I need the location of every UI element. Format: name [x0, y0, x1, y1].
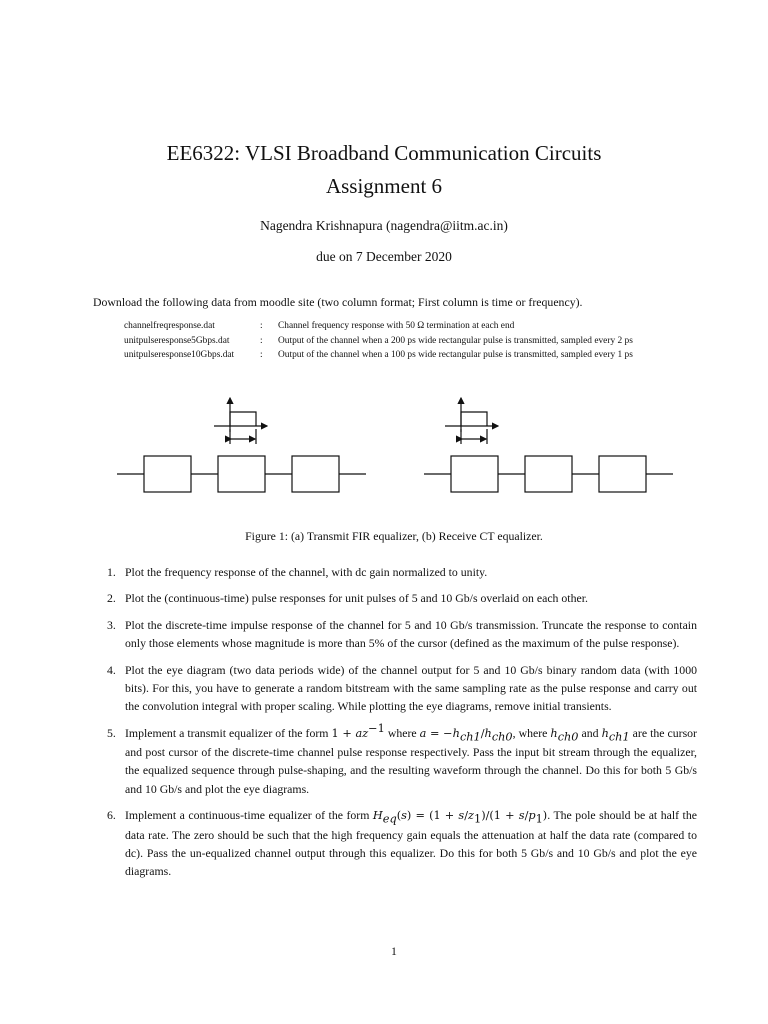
coefficient-formula: $a = -h_{ch1}/h_{ch0}$	[419, 726, 513, 744]
equalizer-formula: $1 + az^{-1}$	[331, 721, 385, 740]
question-number: 4.	[107, 662, 116, 677]
file-separator: :	[260, 335, 263, 346]
question-item	[101, 806, 697, 880]
block-chain-b	[424, 456, 673, 492]
post-cursor-symbol: $h_{ch1}$	[601, 726, 630, 744]
question-text: Implement a continuous-time equalizer of the form	[125, 808, 370, 823]
author-line: Nagendra Krishnapura (nagendra@iitm.ac.in)	[260, 218, 508, 233]
file-row	[124, 348, 633, 363]
file-list	[124, 319, 633, 363]
question-text: Plot the (continuous-time) pulse responses for unit pulses of 5 and 10 Gb/s overlaid on each other.	[125, 591, 588, 606]
question-item	[101, 616, 697, 653]
question-list	[101, 563, 697, 889]
question-text: Plot the eye diagram (two data periods wide) of the channel output for 5 and 10 Gb/s binary random data (with 1000 bits). For this, you have to generate a random bitstream with the same sampling rate as the pulse response and carry out the convolution integral with proper scaling. While plotting the eye diagrams, remove initial transients.	[125, 662, 697, 714]
question-text: Plot the discrete-time impulse response of the channel for 5 and 10 Gb/s transmission. Truncate the response to contain only those elements whose magnitude is more than 5% of the cursor (defined as the maximum of the pulse response).	[125, 617, 697, 651]
question-item	[101, 661, 697, 716]
file-row	[124, 334, 633, 349]
question-text: . The pole should be at half the data rate. The zero should be such that the high frequency gain equals the attenuation at half the data rate (compared to dc). Pass the un-equalized channel output through this equalizer. Do this for both 5 Gb/s and 10 Gb/s and plot the eye diagrams.	[125, 808, 697, 879]
question-number: 6.	[107, 808, 116, 823]
due-date: due on 7 December 2020	[316, 249, 452, 264]
file-name: channelfreqresponse.dat	[124, 321, 215, 331]
question-text: , where	[512, 725, 548, 740]
block-chain-a	[117, 456, 366, 492]
question-number: 2.	[107, 591, 116, 606]
file-separator: :	[260, 321, 263, 331]
file-separator: :	[260, 350, 263, 360]
question-number: 1.	[107, 565, 116, 579]
file-description: Output of the channel when a 200 ps wide rectangular pulse is transmitted, sampled every 2 ps	[278, 335, 633, 346]
ct-equalizer-formula: $H_{eq}(s) = (1 + s/z_1)/(1 + s/p_1)$	[372, 809, 548, 826]
cursor-symbol: $h_{ch0}$	[550, 726, 579, 744]
figure-caption: Figure 1: (a) Transmit FIR equalizer, (b) Receive CT equalizer.	[245, 529, 543, 543]
pulse-sketch-a	[214, 398, 267, 444]
page-number: 1	[391, 944, 397, 958]
download-instructions: Download the following data from moodle site (two column format; First column is time or frequency).	[93, 295, 583, 309]
question-item	[101, 589, 697, 607]
pulse-sketch-b	[445, 398, 498, 444]
question-item	[101, 721, 697, 798]
file-description: Output of the channel when a 100 ps wide rectangular pulse is transmitted, sampled every 1 ps	[278, 350, 633, 360]
file-name: unitpulseresponse10Gbps.dat	[124, 350, 235, 360]
question-text: and	[581, 725, 599, 740]
file-description: Channel frequency response with 50 Ω termination at each end	[278, 321, 515, 331]
question-text: are the cursor and post cursor of the discrete-time channel pulse response respectively. Pass the input bit stream through the equalizer, the equalized sequence through pulse-shaping, and the resulting waveform through the channel. Do this for both 5 Gb/s and 10 Gb/s and plot the eye diagrams.	[125, 725, 697, 796]
equalizer-figure	[0, 388, 768, 508]
question-item	[101, 563, 697, 581]
question-text: Implement a transmit equalizer of the form	[125, 725, 329, 740]
assignment-number: Assignment 6	[325, 174, 443, 198]
file-name: unitpulseresponse5Gbps.dat	[124, 335, 230, 346]
file-row	[124, 319, 633, 334]
question-text: where	[387, 725, 417, 740]
question-number: 5.	[107, 725, 116, 740]
document-title: EE6322: VLSI Broadband Communication Circuits	[166, 141, 602, 165]
question-number: 3.	[107, 617, 116, 632]
question-text: Plot the frequency response of the channel, with dc gain normalized to unity.	[125, 565, 488, 579]
